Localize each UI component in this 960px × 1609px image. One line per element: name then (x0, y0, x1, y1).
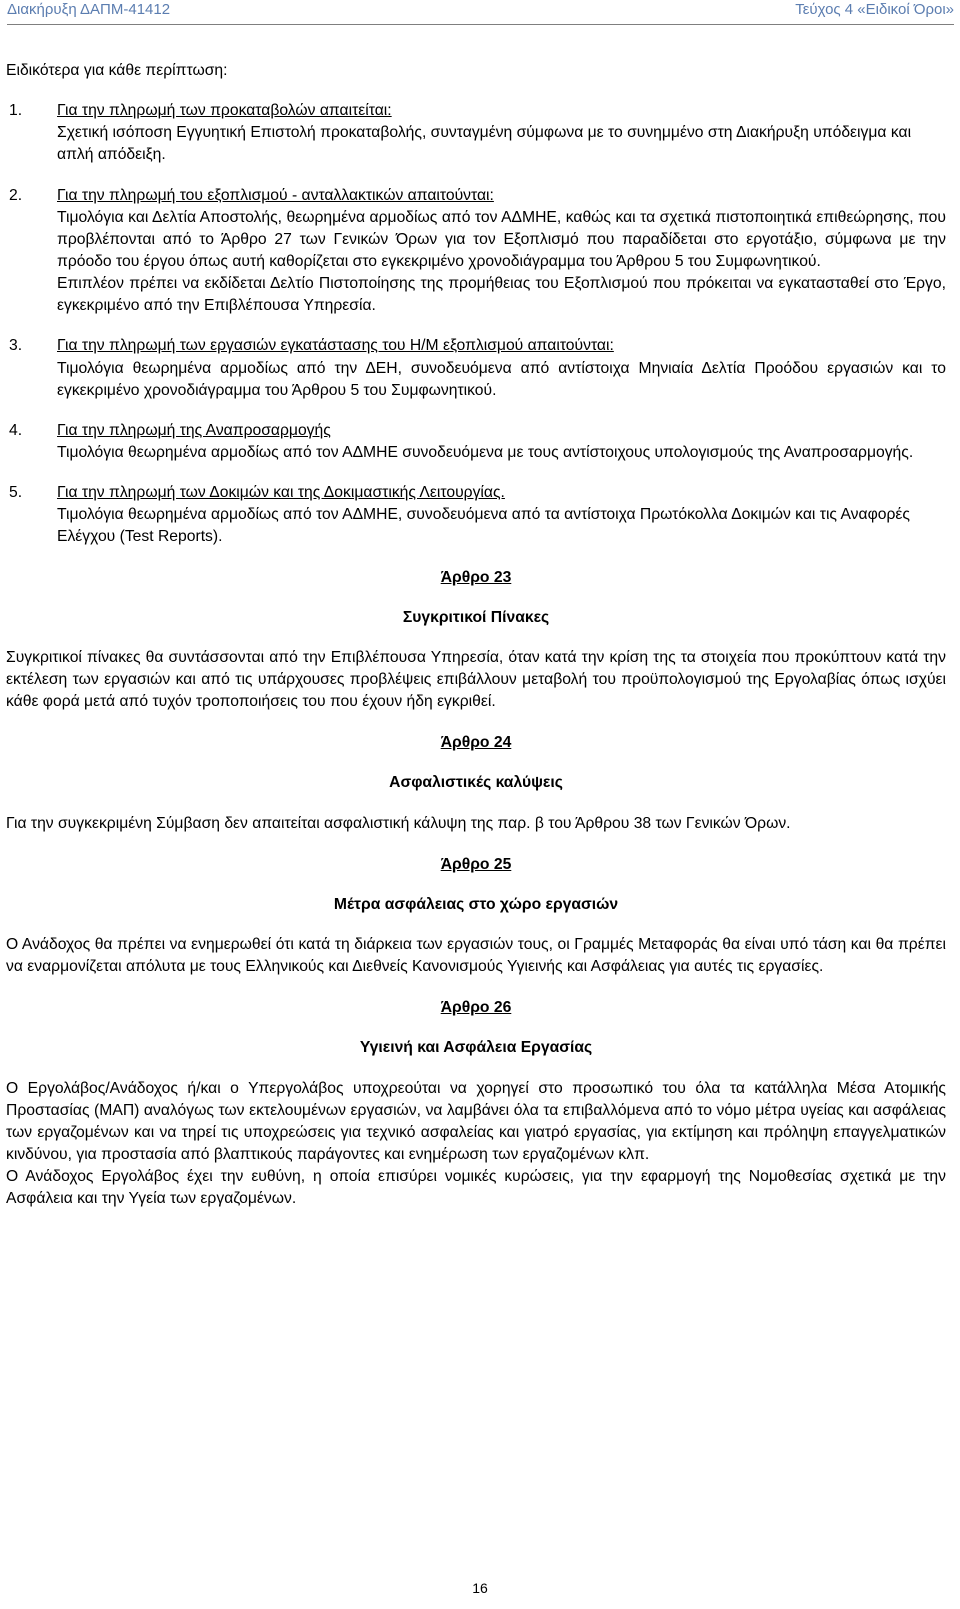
article-number: Άρθρο 25 (440, 855, 512, 873)
payment-item-5 (6, 482, 946, 548)
article-title: Μέτρα ασφάλειας στο χώρο εργασιών (333, 895, 619, 913)
article-paragraph: Ο Ανάδοχος Εργολάβος έχει την ευθύνη, η οποία επισύρει νομικές κυρώσεις, για την εφαρμογή της Νομοθεσίας σχετικά με την Ασφάλεια και την Υγεία των εργαζομένων. (6, 1168, 946, 1208)
page-header (0, 0, 960, 28)
item-body: Τιμολόγια και Δελτία Αποστολής, θεωρημένα αρμοδίως από τον ΑΔΜΗΕ, καθώς και τα σχετικά πιστοποιητικά επιθεώρησης, που προβλέπονται από το Άρθρο 27 των Γενικών Όρων για τον Εξοπλισμό που παραδίδεται στο εργοτάξιο, σύμφωνα με την πρόοδο του έργου όπως αυτή καθορίζεται στο εγκεκριμένο χρονοδιάγραμμα του Άρθρου 5 του Συμφωνητικού. (57, 208, 946, 270)
intro-text: Ειδικότερα για κάθε περίπτωση: (6, 62, 228, 79)
payment-item-2 (6, 185, 946, 318)
item-title: Για την πληρωμή των προκαταβολών απαιτείται: (57, 102, 392, 120)
volume-title: Τεύχος 4 «Ειδικοί Όροι» (795, 1, 954, 18)
article-24 (6, 732, 946, 834)
item-title: Για την πληρωμή της Αναπροσαρμογής (57, 421, 331, 439)
page-number: 16 (472, 1580, 488, 1597)
article-title: Ασφαλιστικές καλύψεις (389, 774, 563, 792)
item-title: Για την πληρωμή του εξοπλισμού - ανταλλακτικών απαιτούνται: (57, 186, 494, 204)
item-body: Σχετική ισόποση Εγγυητική Επιστολή προκαταβολής, συνταγμένη σύμφωνα με το συνημμένο στη Διακήρυξη υπόδειγμα και απλή απόδειξη. (57, 124, 912, 164)
item-number: 5. (9, 484, 23, 502)
payment-item-3 (6, 335, 946, 401)
item-title: Για την πληρωμή των εργασιών εγκατάστασης του Η/Μ εξοπλισμού απαιτούνται: (57, 337, 614, 355)
article-26 (6, 997, 946, 1210)
article-paragraph: Για την συγκεκριμένη Σύμβαση δεν απαιτείται ασφαλιστική κάλυψη της παρ. β του Άρθρου 38 των Γενικών Όρων. (6, 814, 791, 832)
item-body-extra: Επιπλέον πρέπει να εκδίδεται Δελτίο Πιστοποίησης της προμήθειας του Εξοπλισμού που πρόκειται να εγκατασταθεί στο Έργο, εγκεκριμένο από την Επιβλέπουσα Υπηρεσία. (57, 275, 946, 315)
item-title: Για την πληρωμή των Δοκιμών και της Δοκιμαστικής Λειτουργίας. (57, 484, 505, 502)
article-title: Υγιεινή και Ασφάλεια Εργασίας (359, 1039, 593, 1057)
article-25 (6, 854, 946, 979)
article-number: Άρθρο 23 (440, 568, 512, 586)
item-number: 2. (9, 186, 23, 204)
item-number: 1. (9, 102, 23, 120)
page-content (6, 60, 946, 1210)
document-id: Διακήρυξη ΔΑΠΜ-41412 (7, 1, 171, 18)
payment-item-1 (6, 100, 946, 166)
article-paragraph: Συγκριτικοί πίνακες θα συντάσσονται από την Επιβλέπουσα Υπηρεσία, όταν κατά την κρίση της τα στοιχεία που προκύπτουν κατά την εκτέλεση των εργασιών και από τις υπάρχουσες προβλέψεις επιβάλλουν μεταβολή του προϋπολογισμού της Εργολαβίας όπως ισχύει κάθε φορά μετά από τυχόν τροποποιήσεις του που έχουν ήδη εγκριθεί. (6, 648, 946, 711)
item-body: Τιμολόγια θεωρημένα αρμοδίως από τον ΑΔΜΗΕ, συνοδευόμενα από τα αντίστοιχα Πρωτόκολλα Δοκιμών και τις Αναφορές Ελέγχου (Test Reports). (57, 506, 910, 546)
item-body: Τιμολόγια θεωρημένα αρμοδίως από την ΔΕΗ, συνοδευόμενα από αντίστοιχα Μηνιαία Δελτία Προόδου εργασιών και το εγκεκριμένο χρονοδιάγραμμα του Άρθρου 5 του Συμφωνητικού. (57, 359, 946, 399)
article-number: Άρθρο 26 (440, 999, 512, 1017)
item-number: 3. (9, 337, 23, 355)
item-number: 4. (9, 421, 23, 439)
header-divider (7, 24, 954, 25)
item-body: Τιμολόγια θεωρημένα αρμοδίως από τον ΑΔΜΗΕ συνοδευόμενα με τους αντίστοιχους υπολογισμούς της Αναπροσαρμογής. (57, 443, 914, 461)
article-paragraph: Ο Εργολάβος/Ανάδοχος ή/και ο Υπεργολάβος υποχρεούται να χορηγεί στο προσωπικό του όλα τα κατάλληλα Μέσα Ατομικής Προστασίας (ΜΑΠ) αναλόγως των εκτελουμένων εργασιών, να λαμβάνει όλα τα επιβαλλόμενα από το νόμο μέτρα υγείας και ασφάλειας των εργαζομένων και να τηρεί τις υποχρεώσεις για τεχνικό ασφαλείας και γιατρό εργασίας, για εκτίμηση και πρόληψη επαγγελματικών κινδύνου, για προστασία από βλαπτικούς παράγοντες και ενημέρωση των εργαζομένων κλπ. (6, 1079, 946, 1163)
article-number: Άρθρο 24 (440, 734, 512, 752)
article-paragraph: Ο Ανάδοχος θα πρέπει να ενημερωθεί ότι κατά τη διάρκεια των εργασιών τους, οι Γραμμές Μεταφοράς θα είναι υπό τάση και θα πρέπει να εναρμονίζεται απόλυτα με τους Ελληνικούς και Διεθνείς Κανονισμούς Υγιεινής και Ασφάλειας για αυτές τις εργασίες. (6, 935, 946, 976)
article-23 (6, 567, 946, 714)
payment-item-4 (6, 420, 946, 464)
article-title: Συγκριτικοί Πίνακες (402, 608, 550, 626)
